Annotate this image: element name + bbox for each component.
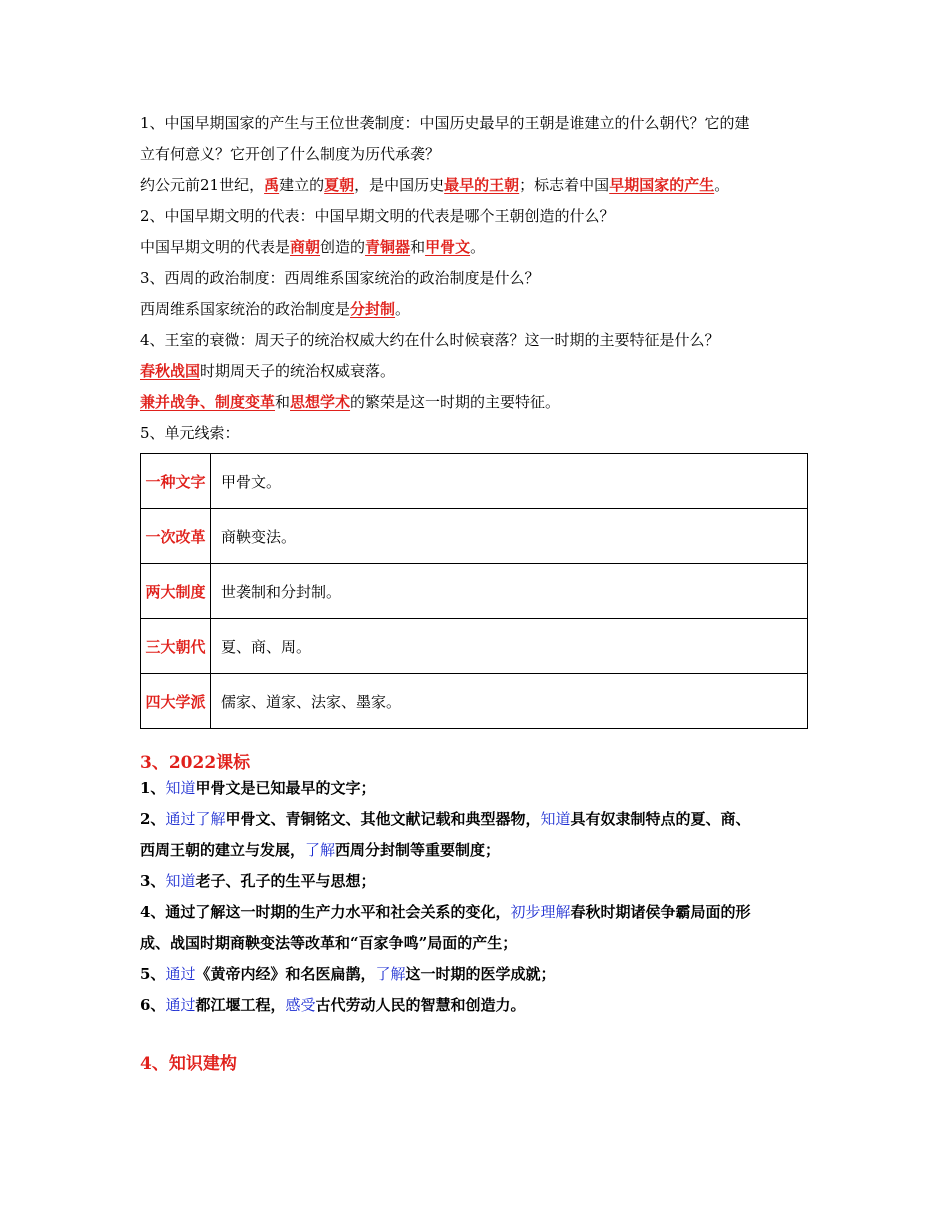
keyword: 兼并战争、制度变革: [140, 393, 276, 411]
standard-item-3: 3、知道老子、孔子的生平与思想；: [140, 872, 376, 890]
table-row: [141, 509, 808, 564]
answer-4-line-1: 春秋战国时期周天子的统治权威衰落。: [140, 362, 396, 380]
standard-item-6: 6、通过都江堰工程，感受古代劳动人民的智慧和创造力。: [140, 996, 526, 1014]
keyword: 青铜器: [365, 238, 411, 256]
knowledge-structure-heading: 4、知识建构: [140, 1054, 237, 1074]
verb: 了解: [375, 965, 406, 983]
verb: 通过了解: [165, 810, 226, 828]
standard-item-4-line-2: 成、战国时期商鞅变法等改革和“百家争鸣”局面的产生；: [140, 934, 518, 952]
verb: 了解: [305, 841, 336, 859]
question-1-line-1: 1、中国早期国家的产生与王位世袭制度：中国历史最早的王朝是谁建立的什么朝代？它的建: [140, 114, 750, 132]
verb: 知道: [540, 810, 571, 828]
clue-key: 一次改革: [141, 509, 211, 564]
standard-item-5: 5、通过《黄帝内经》和名医扁鹊，了解这一时期的医学成就；: [140, 965, 556, 983]
clue-value: 世袭制和分封制。: [211, 564, 808, 619]
keyword: 夏朝: [324, 176, 355, 194]
answer-4-line-2: 兼并战争、制度变革和思想学术的繁荣是这一时期的主要特征。: [140, 393, 561, 411]
clue-key: 四大学派: [141, 674, 211, 729]
table-row: [141, 619, 808, 674]
question-5: 5、单元线索：: [140, 424, 240, 442]
keyword: 早期国家的产生: [609, 176, 715, 194]
clue-value: 夏、商、周。: [211, 619, 808, 674]
clue-value: 商鞅变法。: [211, 509, 808, 564]
table-row: [141, 674, 808, 729]
table-row: [141, 454, 808, 509]
question-2: 2、中国早期文明的代表：中国早期文明的代表是哪个王朝创造的什么？: [140, 207, 615, 225]
standard-item-4-line-1: 4、通过了解这一时期的生产力水平和社会关系的变化，初步理解春秋时期诸侯争霸局面的形: [140, 903, 751, 921]
keyword: 商朝: [290, 238, 321, 256]
answer-1: 约公元前21世纪，禹建立的夏朝，是中国历史最早的王朝；标志着中国早期国家的产生。: [140, 176, 730, 194]
standard-item-1: 1、知道甲骨文是已知最早的文字；: [140, 779, 376, 797]
keyword: 春秋战国: [140, 362, 201, 380]
clue-key: 两大制度: [141, 564, 211, 619]
unit-clue-table: [140, 453, 808, 729]
answer-3: 西周维系国家统治的政治制度是分封制。: [140, 300, 411, 318]
clue-key: 一种文字: [141, 454, 211, 509]
standard-item-2-line-1: 2、通过了解甲骨文、青铜铭文、其他文献记载和典型器物，知道具有奴隶制特点的夏、商、: [140, 810, 751, 828]
standard-heading: 3、2022课标: [140, 753, 251, 773]
question-4: 4、王室的衰微：周天子的统治权威大约在什么时候衰落？这一时期的主要特征是什么？: [140, 331, 720, 349]
keyword: 思想学术: [290, 393, 351, 411]
keyword: 最早的王朝: [444, 176, 520, 194]
keyword: 分封制: [350, 300, 396, 318]
verb: 通过: [165, 996, 196, 1014]
keyword: 甲骨文: [425, 238, 471, 256]
standard-item-2-line-2: 西周王朝的建立与发展，了解西周分封制等重要制度；: [140, 841, 501, 859]
verb: 知道: [165, 872, 196, 890]
question-3: 3、西周的政治制度：西周维系国家统治的政治制度是什么？: [140, 269, 540, 287]
question-1-line-2: 立有何意义？它开创了什么制度为历代承袭？: [140, 145, 441, 163]
clue-key: 三大朝代: [141, 619, 211, 674]
verb: 感受: [285, 996, 316, 1014]
clue-value: 儒家、道家、法家、墨家。: [211, 674, 808, 729]
verb: 知道: [165, 779, 196, 797]
clue-value: 甲骨文。: [211, 454, 808, 509]
verb: 初步理解: [510, 903, 571, 921]
answer-2: 中国早期文明的代表是商朝创造的青铜器和甲骨文。: [140, 238, 486, 256]
document-page: [140, 108, 820, 1074]
keyword: 禹: [264, 176, 280, 194]
verb: 通过: [165, 965, 196, 983]
table-row: [141, 564, 808, 619]
